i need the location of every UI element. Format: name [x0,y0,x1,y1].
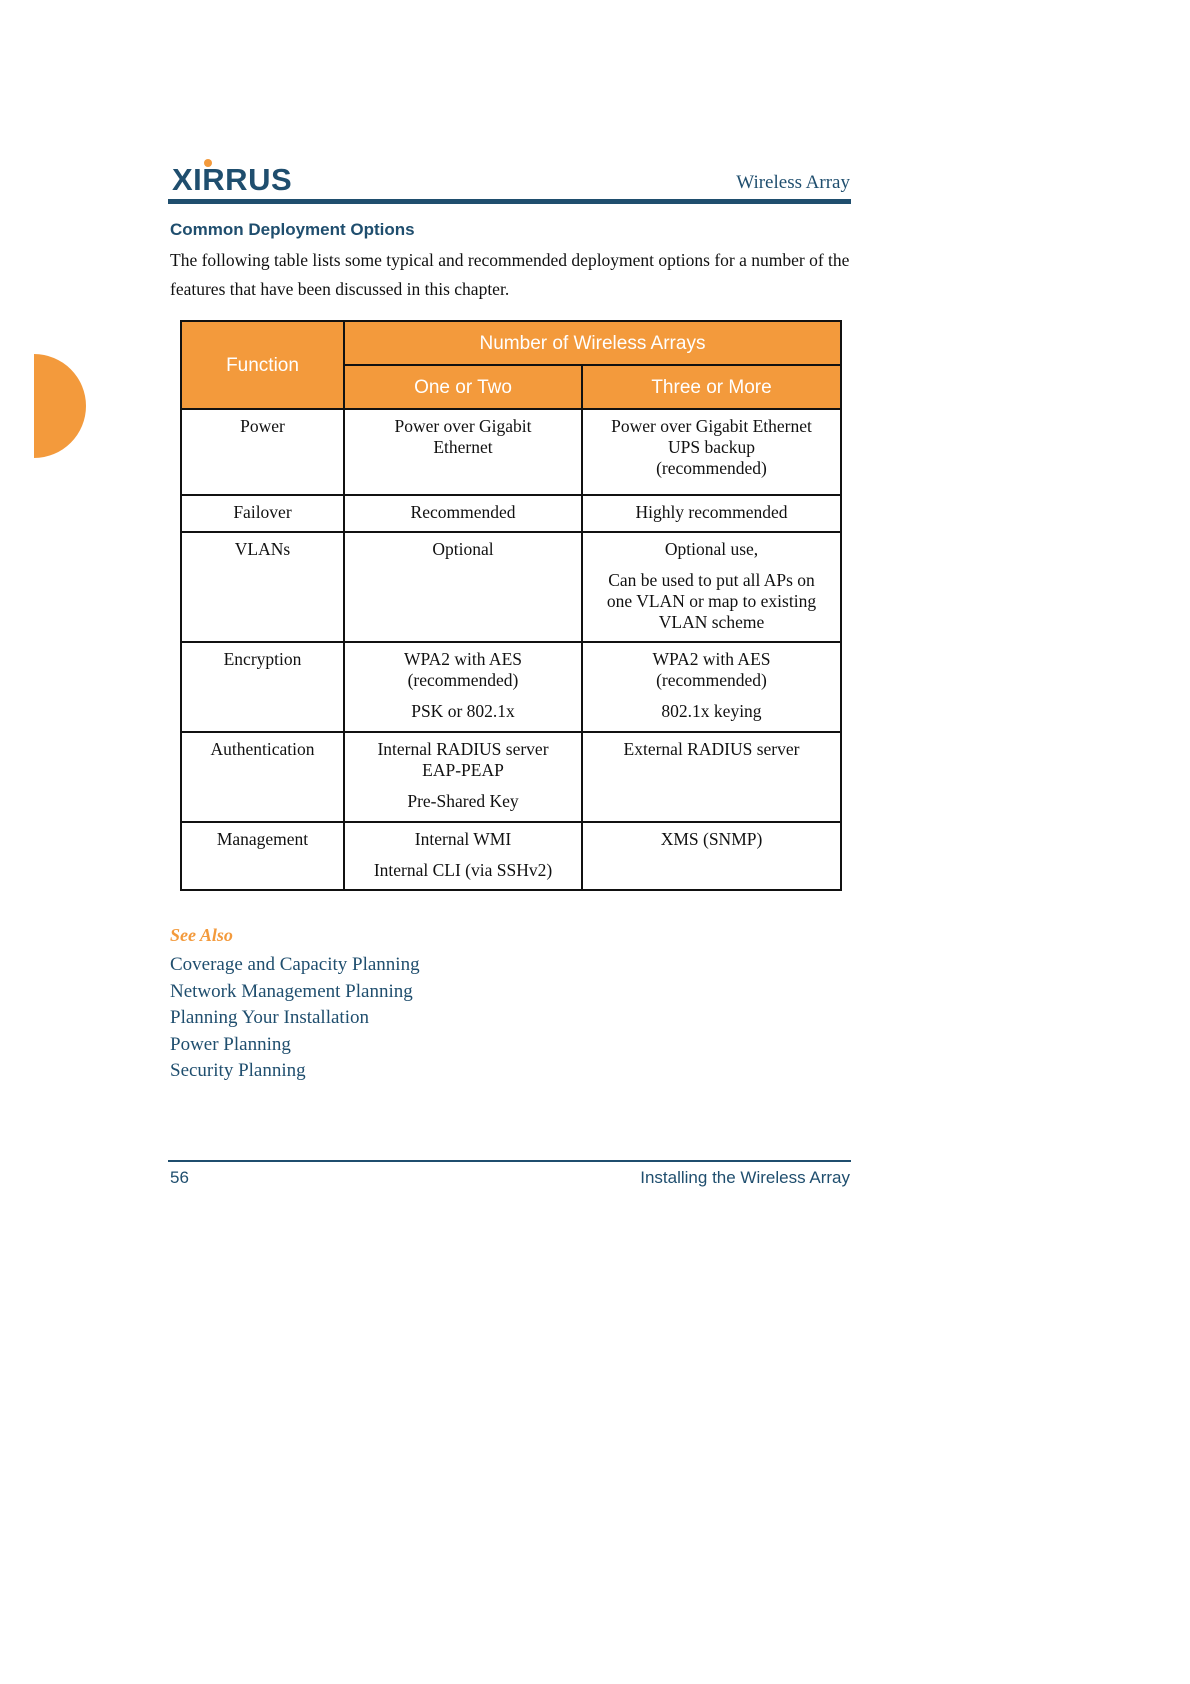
cell-three-more: Highly recommended [582,495,841,532]
cell-one-two: Internal RADIUS server EAP-PEAP Pre-Shared Key [344,732,582,822]
cell-one-two: WPA2 with AES (recommended) PSK or 802.1x [344,642,582,732]
cell-three-more: Power over Gigabit Ethernet UPS backup (recommended) [582,409,841,495]
cell-three-more: External RADIUS server [582,732,841,822]
cell-function: Power [181,409,344,495]
running-title: Wireless Array [736,172,850,193]
link-planning-your-installation[interactable]: Planning Your Installation [170,1007,369,1028]
see-also-heading: See Also [170,925,233,945]
chapter-title: Installing the Wireless Array [640,1168,850,1187]
header-three-or-more: Three or More [582,365,841,409]
cell-three-more: XMS (SNMP) [582,822,841,890]
svg-text:XIRRUS: XIRRUS [172,162,293,194]
cell-function: VLANs [181,532,344,642]
table-row [181,732,841,822]
cell-one-two: Power over Gigabit Ethernet [344,409,582,495]
header-number-of-arrays: Number of Wireless Arrays [344,321,841,365]
cell-function: Management [181,822,344,890]
header-function: Function [181,321,344,409]
cell-function: Authentication [181,732,344,822]
link-power-planning[interactable]: Power Planning [170,1033,291,1055]
cell-one-two: Internal WMI Internal CLI (via SSHv2) [344,822,582,890]
cell-function: Failover [181,495,344,532]
see-also-links [170,952,420,1085]
link-security-planning[interactable]: Security Planning [170,1060,306,1081]
section-title: Common Deployment Options [170,220,415,239]
link-network-management-planning[interactable]: Network Management Planning [170,980,413,1002]
deployment-table [180,320,842,891]
link-coverage-capacity-planning[interactable]: Coverage and Capacity Planning [170,954,420,975]
footer-rule [168,1160,851,1162]
cell-one-two: Optional [344,532,582,642]
intro-paragraph: The following table lists some typical and recommended deployment options for a number of the features that have been discussed in this chapter. [170,250,850,299]
table-row [181,409,841,495]
cell-three-more: Optional use, Can be used to put all APs on one VLAN or map to existing VLAN scheme [582,532,841,642]
chapter-tab [34,354,86,458]
header-rule [168,199,851,204]
table-row [181,532,841,642]
table-row [181,495,841,532]
cell-one-two: Recommended [344,495,582,532]
table-row [181,642,841,732]
cell-three-more: WPA2 with AES (recommended) 802.1x keying [582,642,841,732]
header-one-or-two: One or Two [344,365,582,409]
cell-function: Encryption [181,642,344,732]
table-row [181,822,841,890]
page-number: 56 [170,1168,189,1187]
xirrus-logo [172,158,302,194]
